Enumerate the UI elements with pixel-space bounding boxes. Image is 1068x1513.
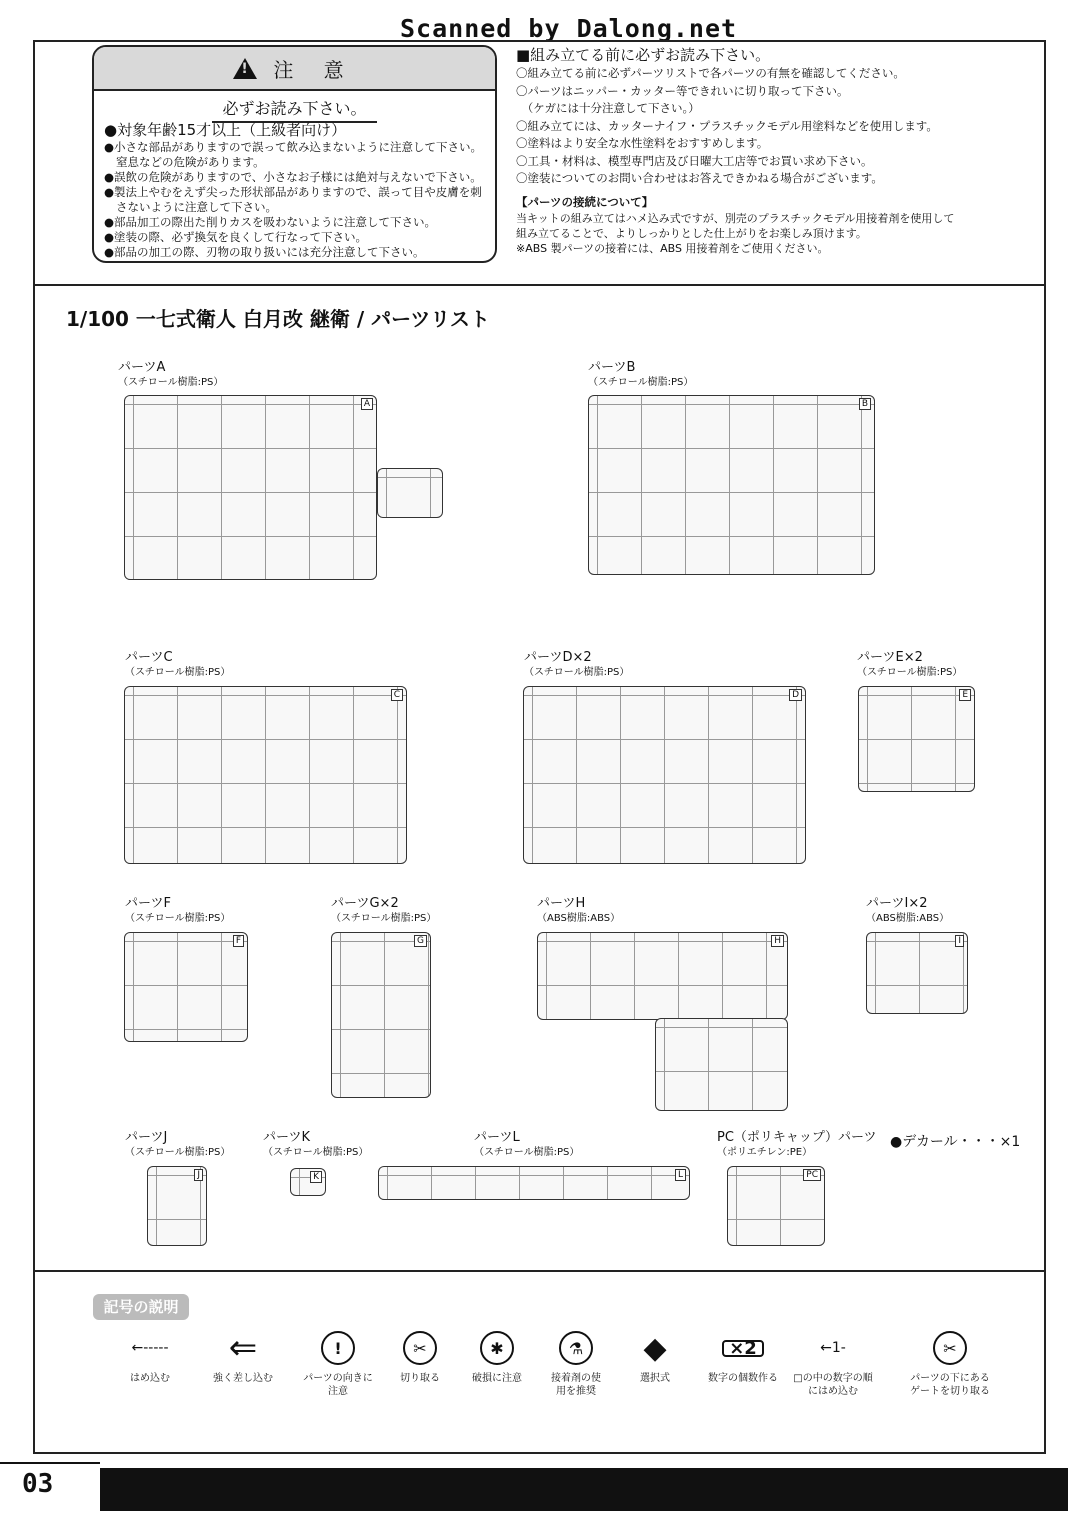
legend-quantity: ×2 数字の個数作る [708, 1337, 778, 1384]
part-g-label: パーツG×2 （スチロール樹脂:PS） [331, 896, 437, 924]
part-d-sprue: D [523, 686, 806, 864]
caution-item: ●小さな部品がありますので誤って飲み込まないように注意して下さい。窒息などの危険があります。 [104, 140, 483, 169]
part-a-sprue: A [124, 395, 377, 580]
part-e-sprue: E [858, 686, 975, 792]
part-e-label: パーツE×2 （スチロール樹脂:PS） [857, 650, 963, 678]
caution-header [94, 47, 495, 91]
caution-item: ●塗装の際、必ず換気を良くして行なって下さい。 [104, 230, 368, 244]
part-a-label: パーツA （スチロール樹脂:PS） [118, 360, 224, 388]
footer-line [100, 1462, 1068, 1468]
part-h-sprue-lower [655, 1018, 788, 1111]
part-j-label: パーツJ （スチロール樹脂:PS） [125, 1130, 231, 1158]
legend-insert: ←----- はめ込む [105, 1330, 195, 1385]
parts-list-title: 1/100 一七式衛人 白月改 継衛 / パーツリスト [66, 307, 490, 331]
divider-bottom [33, 1270, 1046, 1272]
part-a-sprue-tab [377, 468, 443, 518]
caution-item: ●部品の加工の際、刃物の取り扱いには充分注意して下さい。 [104, 245, 425, 259]
caution-item: ●対象年齢15才以上（上級者向け） [104, 121, 347, 139]
part-c-sprue: C [124, 686, 407, 864]
part-h-sprue: H [537, 932, 788, 1020]
connection-text: ※ABS 製パーツの接着には、ABS 用接着剤をご使用ください。 [516, 242, 829, 255]
part-c-label: パーツC （スチロール樹脂:PS） [125, 650, 231, 678]
note-item: 〇工具・材料は、模型専門店及び日曜大工店等でお買い求め下さい。 [516, 153, 873, 168]
watermark: Scanned by Dalong.net [400, 14, 738, 43]
legend-order: ←1- □の中の数字の順にはめ込む [788, 1330, 878, 1398]
warning-icon [233, 58, 257, 79]
caution-item: ●部品加工の際出た削りカスを吸わないように注意して下さい。 [104, 215, 437, 229]
legend-breakage: ✱ 破損に注意 [452, 1330, 542, 1385]
footer-bar [0, 1462, 1068, 1511]
legend-cut: ✂ 切り取る [375, 1330, 465, 1385]
arrow-dashed-icon: ←----- [131, 1339, 169, 1356]
legend-gate: ✂ パーツの下にあるゲートを切り取る [905, 1330, 995, 1398]
caution-box [92, 45, 497, 263]
part-j-sprue: J [147, 1166, 207, 1246]
diamond-icon: ◆ [643, 1330, 667, 1366]
caution-item: ●誤飲の危険がありますので、小さなお子様には絶対与えないで下さい。 [104, 170, 482, 184]
legend-press: ⇐ 強く差し込む [198, 1330, 288, 1385]
connection-text: 当キットの組み立てはハメ込み式ですが、別売のプラスチックモデル用接着剤を使用して [516, 212, 955, 225]
part-b-sprue: B [588, 395, 875, 575]
caution-item: ●製法上やむをえず尖った形状部品がありますので、誤って目や皮膚を刺さないように注意して下さい。 [104, 185, 482, 214]
part-k-sprue: K [290, 1168, 326, 1196]
numbered-arrow-icon: ←1- [820, 1339, 846, 1356]
exclamation-icon: ! [321, 1331, 355, 1365]
double-arrow-icon: ⇐ [228, 1327, 258, 1368]
decal-label: ●デカール・・・×1 [890, 1134, 1021, 1150]
part-g-sprue: G [331, 932, 431, 1098]
legend-glue: ⚗ 接着剤の使用を推奨 [531, 1330, 621, 1398]
note-item: （ケガには十分注意して下さい。） [516, 101, 700, 115]
part-f-sprue: F [124, 932, 248, 1042]
legend-option: ◆ 選択式 [610, 1330, 700, 1385]
assembly-notes [516, 45, 1036, 256]
gate-cut-icon: ✂ [933, 1331, 967, 1365]
part-l-label: パーツL （スチロール樹脂:PS） [474, 1130, 580, 1158]
divider-top [33, 284, 1046, 286]
part-pc-sprue: PC [727, 1166, 825, 1246]
glue-icon: ⚗ [559, 1331, 593, 1365]
part-d-label: パーツD×2 （スチロール樹脂:PS） [524, 650, 630, 678]
caution-title: 注 意 [273, 57, 356, 82]
note-item: 〇パーツはニッパー・カッター等できれいに切り取って下さい。 [516, 83, 849, 98]
multiply-icon: ×2 [722, 1340, 764, 1357]
part-h-label: パーツH （ABS樹脂:ABS） [537, 896, 621, 924]
connection-text: 組み立てることで、よりしっかりとした仕上がりをお楽しみ頂けます。 [516, 227, 867, 240]
legend-orientation: ! パーツの向きに注意 [293, 1330, 383, 1398]
note-item: 〇組み立てる前に必ずパーツリストで各パーツの有無を確認してください。 [516, 66, 905, 80]
part-pc-label: PC（ポリキャップ）パーツ （ポリエチレン:PE） [717, 1130, 877, 1158]
notes-heading: ■組み立てる前に必ずお読み下さい。 [516, 46, 771, 64]
legend-title: 記号の説明 [93, 1294, 189, 1320]
part-k-label: パーツK （スチロール樹脂:PS） [263, 1130, 369, 1158]
note-item: 〇塗装についてのお問い合わせはお答えできかねる場合がございます。 [516, 171, 883, 185]
part-l-sprue: L [378, 1166, 690, 1200]
note-item: 〇塗料はより安全な水性塗料をおすすめします。 [516, 136, 769, 150]
break-icon: ✱ [480, 1331, 514, 1365]
scissors-icon: ✂ [403, 1331, 437, 1365]
part-b-label: パーツB （スチロール樹脂:PS） [588, 360, 694, 388]
note-item: 〇組み立てには、カッターナイフ・プラスチックモデル用塗料などを使用します。 [516, 118, 938, 133]
page-number: 03 [22, 1469, 54, 1499]
caution-list [104, 121, 489, 260]
must-read-label: 必ずお読み下さい。 [212, 96, 377, 123]
connection-heading: 【パーツの接続について】 [516, 194, 654, 209]
part-i-sprue: I [866, 932, 968, 1014]
part-f-label: パーツF （スチロール樹脂:PS） [125, 896, 231, 924]
part-i-label: パーツI×2 （ABS樹脂:ABS） [866, 896, 950, 924]
